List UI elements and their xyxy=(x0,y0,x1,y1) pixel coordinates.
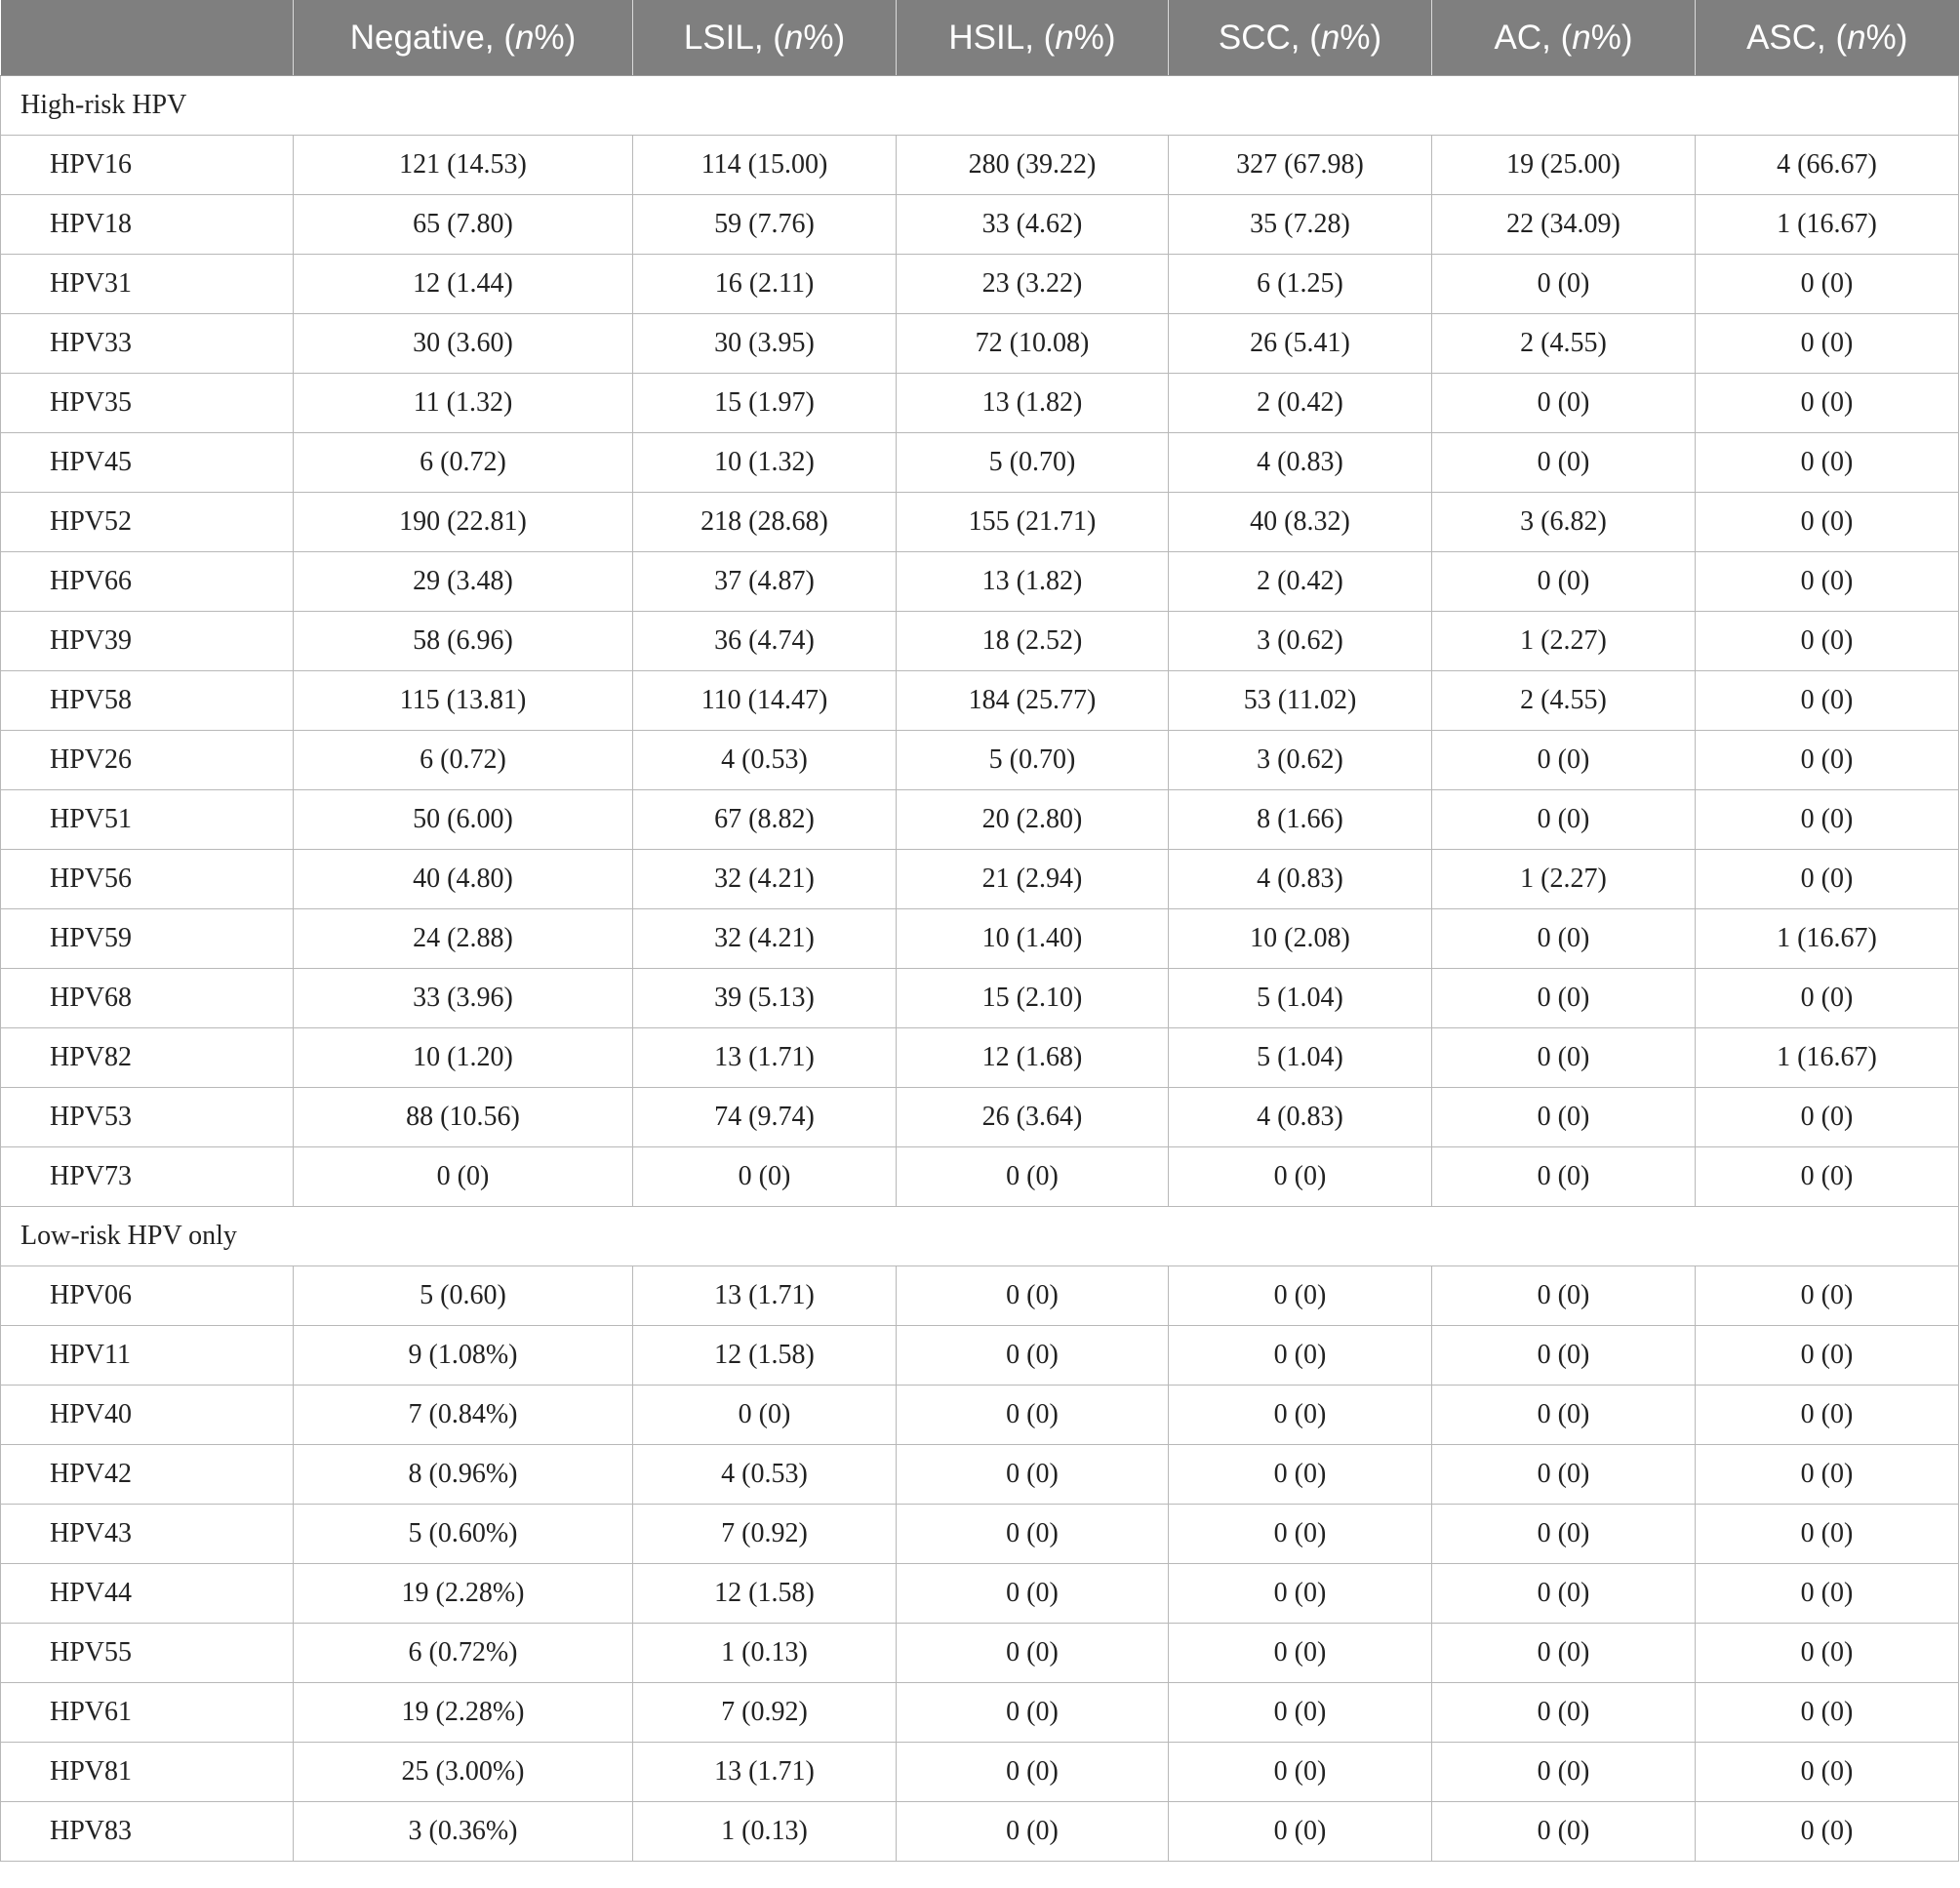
value-cell: 0 (0) xyxy=(897,1326,1169,1386)
value-cell: 0 (0) xyxy=(1696,255,1959,314)
value-cell: 0 (0) xyxy=(1696,493,1959,552)
table-row xyxy=(1,1147,1959,1207)
value-cell: 5 (0.70) xyxy=(897,433,1169,493)
value-cell: 0 (0) xyxy=(1696,374,1959,433)
value-cell: 7 (0.92) xyxy=(633,1683,897,1743)
value-cell: 1 (0.13) xyxy=(633,1624,897,1683)
header-cell-ac: AC, (n%) xyxy=(1432,0,1696,76)
value-cell: 0 (0) xyxy=(633,1147,897,1207)
value-cell: 35 (7.28) xyxy=(1169,195,1432,255)
value-cell: 0 (0) xyxy=(1432,255,1696,314)
table-row xyxy=(1,136,1959,195)
table-row xyxy=(1,909,1959,969)
value-cell: 1 (16.67) xyxy=(1696,909,1959,969)
header-label: AC xyxy=(1494,18,1542,57)
value-cell: 12 (1.44) xyxy=(294,255,633,314)
table-row xyxy=(1,1266,1959,1326)
value-cell: 0 (0) xyxy=(1696,1088,1959,1147)
table-row xyxy=(1,790,1959,850)
hpv-type-cell: HPV68 xyxy=(1,969,294,1028)
hpv-type-cell: HPV42 xyxy=(1,1445,294,1505)
hpv-type-cell: HPV83 xyxy=(1,1802,294,1862)
table-row xyxy=(1,493,1959,552)
value-cell: 74 (9.74) xyxy=(633,1088,897,1147)
value-cell: 0 (0) xyxy=(1432,1386,1696,1445)
value-cell: 1 (16.67) xyxy=(1696,1028,1959,1088)
value-cell: 21 (2.94) xyxy=(897,850,1169,909)
value-cell: 5 (0.70) xyxy=(897,731,1169,790)
value-cell: 13 (1.71) xyxy=(633,1266,897,1326)
value-cell: 0 (0) xyxy=(1696,1743,1959,1802)
table-row xyxy=(1,1505,1959,1564)
value-cell: 0 (0) xyxy=(1696,612,1959,671)
hpv-type-cell: HPV31 xyxy=(1,255,294,314)
section-row xyxy=(1,76,1959,136)
value-cell: 0 (0) xyxy=(1169,1445,1432,1505)
value-cell: 11 (1.32) xyxy=(294,374,633,433)
value-cell: 19 (2.28%) xyxy=(294,1683,633,1743)
hpv-type-cell: HPV33 xyxy=(1,314,294,374)
value-cell: 0 (0) xyxy=(1432,1028,1696,1088)
value-cell: 121 (14.53) xyxy=(294,136,633,195)
value-cell: 0 (0) xyxy=(1696,1266,1959,1326)
header-cell-lsil: LSIL, (n%) xyxy=(633,0,897,76)
value-cell: 4 (0.53) xyxy=(633,731,897,790)
value-cell: 4 (0.53) xyxy=(633,1445,897,1505)
table-row xyxy=(1,671,1959,731)
table-row xyxy=(1,969,1959,1028)
value-cell: 25 (3.00%) xyxy=(294,1743,633,1802)
value-cell: 72 (10.08) xyxy=(897,314,1169,374)
value-cell: 114 (15.00) xyxy=(633,136,897,195)
value-cell: 9 (1.08%) xyxy=(294,1326,633,1386)
value-cell: 190 (22.81) xyxy=(294,493,633,552)
table-row xyxy=(1,314,1959,374)
value-cell: 0 (0) xyxy=(1432,1743,1696,1802)
hpv-type-cell: HPV61 xyxy=(1,1683,294,1743)
value-cell: 0 (0) xyxy=(1432,969,1696,1028)
value-cell: 12 (1.58) xyxy=(633,1564,897,1624)
value-cell: 59 (7.76) xyxy=(633,195,897,255)
value-cell: 0 (0) xyxy=(1696,552,1959,612)
value-cell: 327 (67.98) xyxy=(1169,136,1432,195)
value-cell: 3 (0.62) xyxy=(1169,612,1432,671)
hpv-type-cell: HPV18 xyxy=(1,195,294,255)
value-cell: 0 (0) xyxy=(897,1802,1169,1862)
table-row xyxy=(1,1802,1959,1862)
value-cell: 8 (0.96%) xyxy=(294,1445,633,1505)
table-row xyxy=(1,1683,1959,1743)
hpv-type-cell: HPV73 xyxy=(1,1147,294,1207)
hpv-type-cell: HPV26 xyxy=(1,731,294,790)
value-cell: 0 (0) xyxy=(1696,1326,1959,1386)
section-title: High-risk HPV xyxy=(1,76,1959,136)
value-cell: 155 (21.71) xyxy=(897,493,1169,552)
value-cell: 0 (0) xyxy=(897,1564,1169,1624)
value-cell: 13 (1.82) xyxy=(897,374,1169,433)
value-cell: 2 (4.55) xyxy=(1432,671,1696,731)
value-cell: 23 (3.22) xyxy=(897,255,1169,314)
hpv-type-cell: HPV43 xyxy=(1,1505,294,1564)
value-cell: 0 (0) xyxy=(1432,1683,1696,1743)
header-label: ASC xyxy=(1746,18,1818,57)
hpv-type-cell: HPV44 xyxy=(1,1564,294,1624)
value-cell: 32 (4.21) xyxy=(633,850,897,909)
table-row xyxy=(1,1088,1959,1147)
value-cell: 0 (0) xyxy=(1169,1386,1432,1445)
value-cell: 0 (0) xyxy=(1696,1564,1959,1624)
header-label: Negative xyxy=(349,18,485,57)
value-cell: 50 (6.00) xyxy=(294,790,633,850)
value-cell: 65 (7.80) xyxy=(294,195,633,255)
hpv-type-cell: HPV45 xyxy=(1,433,294,493)
value-cell: 30 (3.95) xyxy=(633,314,897,374)
value-cell: 0 (0) xyxy=(1696,850,1959,909)
value-cell: 2 (0.42) xyxy=(1169,552,1432,612)
value-cell: 0 (0) xyxy=(897,1743,1169,1802)
table-row xyxy=(1,195,1959,255)
value-cell: 0 (0) xyxy=(1696,1505,1959,1564)
value-cell: 29 (3.48) xyxy=(294,552,633,612)
hpv-type-cell: HPV35 xyxy=(1,374,294,433)
table-row xyxy=(1,731,1959,790)
value-cell: 26 (3.64) xyxy=(897,1088,1169,1147)
value-cell: 0 (0) xyxy=(897,1147,1169,1207)
value-cell: 0 (0) xyxy=(1432,1802,1696,1862)
value-cell: 3 (0.62) xyxy=(1169,731,1432,790)
value-cell: 0 (0) xyxy=(1696,1802,1959,1862)
value-cell: 13 (1.71) xyxy=(633,1743,897,1802)
table-row xyxy=(1,1028,1959,1088)
value-cell: 0 (0) xyxy=(1169,1147,1432,1207)
value-cell: 0 (0) xyxy=(1169,1564,1432,1624)
value-cell: 0 (0) xyxy=(1432,1505,1696,1564)
value-cell: 0 (0) xyxy=(1169,1266,1432,1326)
value-cell: 0 (0) xyxy=(1696,1445,1959,1505)
value-cell: 5 (1.04) xyxy=(1169,969,1432,1028)
hpv-type-cell: HPV40 xyxy=(1,1386,294,1445)
value-cell: 0 (0) xyxy=(1696,969,1959,1028)
value-cell: 40 (4.80) xyxy=(294,850,633,909)
value-cell: 1 (2.27) xyxy=(1432,612,1696,671)
value-cell: 3 (0.36%) xyxy=(294,1802,633,1862)
value-cell: 0 (0) xyxy=(1696,1624,1959,1683)
hpv-type-cell: HPV11 xyxy=(1,1326,294,1386)
hpv-type-cell: HPV53 xyxy=(1,1088,294,1147)
value-cell: 0 (0) xyxy=(1169,1802,1432,1862)
value-cell: 0 (0) xyxy=(1432,1564,1696,1624)
value-cell: 184 (25.77) xyxy=(897,671,1169,731)
value-cell: 1 (2.27) xyxy=(1432,850,1696,909)
value-cell: 40 (8.32) xyxy=(1169,493,1432,552)
value-cell: 115 (13.81) xyxy=(294,671,633,731)
value-cell: 7 (0.92) xyxy=(633,1505,897,1564)
hpv-type-cell: HPV51 xyxy=(1,790,294,850)
value-cell: 10 (1.32) xyxy=(633,433,897,493)
value-cell: 3 (6.82) xyxy=(1432,493,1696,552)
value-cell: 0 (0) xyxy=(1432,790,1696,850)
value-cell: 6 (0.72%) xyxy=(294,1624,633,1683)
table-body xyxy=(1,76,1959,1862)
value-cell: 280 (39.22) xyxy=(897,136,1169,195)
value-cell: 0 (0) xyxy=(1432,552,1696,612)
value-cell: 4 (0.83) xyxy=(1169,433,1432,493)
value-cell: 22 (34.09) xyxy=(1432,195,1696,255)
value-cell: 10 (1.20) xyxy=(294,1028,633,1088)
header-cell-asc: ASC, (n%) xyxy=(1696,0,1959,76)
hpv-type-cell: HPV55 xyxy=(1,1624,294,1683)
hpv-type-cell: HPV81 xyxy=(1,1743,294,1802)
value-cell: 0 (0) xyxy=(1432,1326,1696,1386)
header-label: SCC xyxy=(1218,18,1291,57)
value-cell: 0 (0) xyxy=(1696,1386,1959,1445)
value-cell: 12 (1.68) xyxy=(897,1028,1169,1088)
table-row xyxy=(1,1564,1959,1624)
value-cell: 218 (28.68) xyxy=(633,493,897,552)
value-cell: 30 (3.60) xyxy=(294,314,633,374)
value-cell: 15 (2.10) xyxy=(897,969,1169,1028)
value-cell: 5 (0.60) xyxy=(294,1266,633,1326)
value-cell: 13 (1.71) xyxy=(633,1028,897,1088)
value-cell: 4 (0.83) xyxy=(1169,1088,1432,1147)
value-cell: 0 (0) xyxy=(897,1683,1169,1743)
value-cell: 0 (0) xyxy=(1432,1624,1696,1683)
value-cell: 2 (4.55) xyxy=(1432,314,1696,374)
value-cell: 19 (2.28%) xyxy=(294,1564,633,1624)
value-cell: 0 (0) xyxy=(1696,671,1959,731)
value-cell: 15 (1.97) xyxy=(633,374,897,433)
value-cell: 0 (0) xyxy=(897,1505,1169,1564)
value-cell: 32 (4.21) xyxy=(633,909,897,969)
section-title: Low-risk HPV only xyxy=(1,1207,1959,1266)
hpv-type-cell: HPV06 xyxy=(1,1266,294,1326)
value-cell: 0 (0) xyxy=(897,1386,1169,1445)
value-cell: 10 (1.40) xyxy=(897,909,1169,969)
value-cell: 0 (0) xyxy=(1169,1326,1432,1386)
value-cell: 0 (0) xyxy=(897,1445,1169,1505)
value-cell: 0 (0) xyxy=(1432,1445,1696,1505)
table-row xyxy=(1,255,1959,314)
value-cell: 39 (5.13) xyxy=(633,969,897,1028)
value-cell: 0 (0) xyxy=(1432,1088,1696,1147)
header-cell-hsil: HSIL, (n%) xyxy=(897,0,1169,76)
value-cell: 4 (0.83) xyxy=(1169,850,1432,909)
value-cell: 0 (0) xyxy=(1169,1505,1432,1564)
value-cell: 0 (0) xyxy=(1432,433,1696,493)
value-cell: 0 (0) xyxy=(1432,1266,1696,1326)
value-cell: 0 (0) xyxy=(1432,1147,1696,1207)
value-cell: 53 (11.02) xyxy=(1169,671,1432,731)
table-row xyxy=(1,374,1959,433)
value-cell: 0 (0) xyxy=(1696,731,1959,790)
header-cell-negative: Negative, (n%) xyxy=(294,0,633,76)
table-row xyxy=(1,1624,1959,1683)
value-cell: 33 (3.96) xyxy=(294,969,633,1028)
header-label: HSIL xyxy=(948,18,1025,57)
value-cell: 0 (0) xyxy=(633,1386,897,1445)
value-cell: 0 (0) xyxy=(1432,731,1696,790)
value-cell: 7 (0.84%) xyxy=(294,1386,633,1445)
section-row xyxy=(1,1207,1959,1266)
value-cell: 0 (0) xyxy=(1696,790,1959,850)
table-row xyxy=(1,433,1959,493)
value-cell: 19 (25.00) xyxy=(1432,136,1696,195)
value-cell: 0 (0) xyxy=(1432,909,1696,969)
value-cell: 6 (0.72) xyxy=(294,433,633,493)
value-cell: 0 (0) xyxy=(897,1624,1169,1683)
hpv-type-cell: HPV58 xyxy=(1,671,294,731)
header-row xyxy=(1,0,1959,76)
value-cell: 6 (1.25) xyxy=(1169,255,1432,314)
value-cell: 1 (16.67) xyxy=(1696,195,1959,255)
hpv-type-cell: HPV56 xyxy=(1,850,294,909)
value-cell: 5 (1.04) xyxy=(1169,1028,1432,1088)
value-cell: 10 (2.08) xyxy=(1169,909,1432,969)
table-row xyxy=(1,552,1959,612)
value-cell: 13 (1.82) xyxy=(897,552,1169,612)
value-cell: 20 (2.80) xyxy=(897,790,1169,850)
hpv-type-cell: HPV52 xyxy=(1,493,294,552)
value-cell: 5 (0.60%) xyxy=(294,1505,633,1564)
value-cell: 0 (0) xyxy=(294,1147,633,1207)
header-blank-cell xyxy=(1,0,294,76)
table-row xyxy=(1,850,1959,909)
value-cell: 0 (0) xyxy=(1696,1147,1959,1207)
value-cell: 0 (0) xyxy=(1696,433,1959,493)
header-cell-scc: SCC, (n%) xyxy=(1169,0,1432,76)
value-cell: 58 (6.96) xyxy=(294,612,633,671)
value-cell: 0 (0) xyxy=(1169,1683,1432,1743)
value-cell: 24 (2.88) xyxy=(294,909,633,969)
value-cell: 12 (1.58) xyxy=(633,1326,897,1386)
table-row xyxy=(1,1386,1959,1445)
value-cell: 1 (0.13) xyxy=(633,1802,897,1862)
value-cell: 0 (0) xyxy=(1169,1624,1432,1683)
table-row xyxy=(1,1326,1959,1386)
value-cell: 2 (0.42) xyxy=(1169,374,1432,433)
value-cell: 37 (4.87) xyxy=(633,552,897,612)
hpv-type-cell: HPV39 xyxy=(1,612,294,671)
hpv-type-cell: HPV82 xyxy=(1,1028,294,1088)
value-cell: 0 (0) xyxy=(897,1266,1169,1326)
value-cell: 26 (5.41) xyxy=(1169,314,1432,374)
value-cell: 33 (4.62) xyxy=(897,195,1169,255)
value-cell: 0 (0) xyxy=(1432,374,1696,433)
value-cell: 0 (0) xyxy=(1169,1743,1432,1802)
table-row xyxy=(1,612,1959,671)
value-cell: 110 (14.47) xyxy=(633,671,897,731)
table-header xyxy=(1,0,1959,76)
hpv-type-cell: HPV66 xyxy=(1,552,294,612)
value-cell: 18 (2.52) xyxy=(897,612,1169,671)
value-cell: 88 (10.56) xyxy=(294,1088,633,1147)
value-cell: 16 (2.11) xyxy=(633,255,897,314)
table-row xyxy=(1,1445,1959,1505)
hpv-type-cell: HPV59 xyxy=(1,909,294,969)
table-row xyxy=(1,1743,1959,1802)
value-cell: 0 (0) xyxy=(1696,1683,1959,1743)
value-cell: 0 (0) xyxy=(1696,314,1959,374)
hpv-type-cell: HPV16 xyxy=(1,136,294,195)
value-cell: 67 (8.82) xyxy=(633,790,897,850)
value-cell: 36 (4.74) xyxy=(633,612,897,671)
value-cell: 6 (0.72) xyxy=(294,731,633,790)
header-label: LSIL xyxy=(683,18,754,57)
value-cell: 4 (66.67) xyxy=(1696,136,1959,195)
value-cell: 8 (1.66) xyxy=(1169,790,1432,850)
